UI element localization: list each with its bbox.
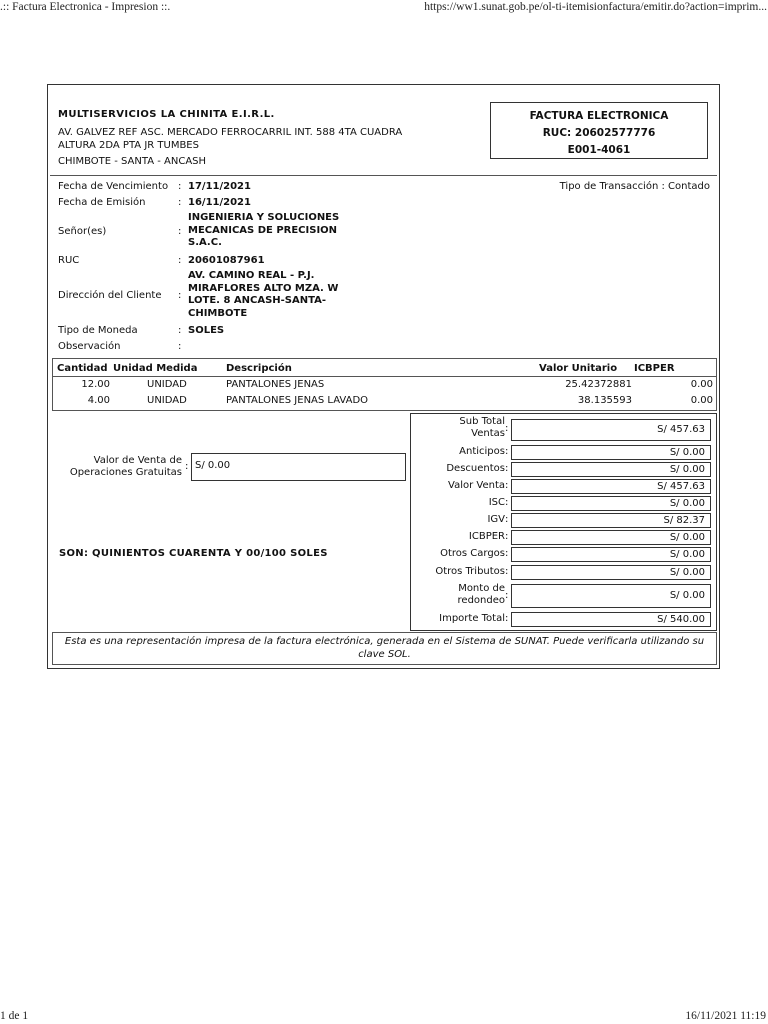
print-footer-page: 1 de 1 xyxy=(0,1010,29,1022)
senor-label: Señor(es) xyxy=(58,226,107,237)
colon: : xyxy=(178,197,182,208)
row-descripcion: PANTALONES JENAS xyxy=(226,379,325,390)
redondeo-label-line1: Monto de xyxy=(458,583,505,594)
document-ruc: RUC: 20602577776 xyxy=(542,127,656,139)
vencimiento-value: 17/11/2021 xyxy=(188,181,251,192)
descuentos-value: S/ 0.00 xyxy=(511,462,711,477)
colon: : xyxy=(505,531,509,542)
issuer-address-line2: ALTURA 2DA PTA JR TUMBES xyxy=(58,139,199,151)
print-header xyxy=(0,1,768,15)
items-header-divider xyxy=(53,376,716,377)
document-box xyxy=(490,102,708,159)
transaccion-value: Contado xyxy=(668,181,710,192)
total-row-otros-tributos xyxy=(411,565,718,583)
colon: : xyxy=(505,566,509,577)
direccion-line4: CHIMBOTE xyxy=(188,307,248,319)
totals-box xyxy=(410,413,717,631)
colon: : xyxy=(505,423,509,434)
direccion-line2: MIRAFLORES ALTO MZA. W xyxy=(188,282,339,294)
invoice xyxy=(47,84,720,669)
observacion-label: Observación xyxy=(58,341,121,352)
table-row xyxy=(53,395,716,410)
icbper-value: S/ 0.00 xyxy=(511,530,711,545)
direccion-line1: AV. CAMINO REAL - P.J. xyxy=(188,270,315,281)
moneda-value: SOLES xyxy=(188,325,225,336)
colon: : xyxy=(178,341,182,352)
amount-in-words: SON: QUINIENTOS CUARENTA Y 00/100 SOLES xyxy=(59,548,328,559)
subtotal-value: S/ 457.63 xyxy=(511,419,711,441)
total-row-subtotal xyxy=(411,416,718,444)
senor-line3: S.A.C. xyxy=(188,237,222,248)
importe-value: S/ 540.00 xyxy=(511,612,711,627)
colon: : xyxy=(178,181,182,192)
row-icbper: 0.00 xyxy=(690,395,713,406)
colon: : xyxy=(185,461,189,472)
issuer-address xyxy=(58,127,458,152)
redondeo-label-line2: redondeo xyxy=(457,595,505,606)
colon: : xyxy=(505,590,509,601)
row-unidad: UNIDAD xyxy=(147,379,187,390)
moneda-label: Tipo de Moneda xyxy=(58,325,138,336)
row-unidad: UNIDAD xyxy=(147,395,187,406)
gratuitas-label xyxy=(62,455,182,479)
colon: : xyxy=(505,446,509,457)
igv-value: S/ 82.37 xyxy=(511,513,711,528)
anticipos-value: S/ 0.00 xyxy=(511,445,711,460)
total-row-icbper xyxy=(411,530,718,548)
vencimiento-label: Fecha de Vencimiento xyxy=(58,181,169,192)
total-row-descuentos xyxy=(411,462,718,480)
total-row-importe xyxy=(411,612,718,630)
print-footer xyxy=(0,1010,768,1024)
col-unidad-header: Unidad Medida xyxy=(113,363,198,374)
row-cantidad: 4.00 xyxy=(87,395,110,406)
otros-tributos-value: S/ 0.00 xyxy=(511,565,711,580)
igv-label: IGV xyxy=(487,514,505,525)
colon: : xyxy=(505,514,509,525)
col-cantidad-header: Cantidad xyxy=(57,363,108,374)
colon: : xyxy=(178,226,182,237)
senor-value xyxy=(188,212,358,250)
valor-venta-value: S/ 457.63 xyxy=(511,479,711,494)
otros-cargos-label: Otros Cargos xyxy=(440,548,505,559)
colon: : xyxy=(661,181,665,192)
row-valor-unitario: 25.42372881 xyxy=(565,379,632,390)
colon: : xyxy=(505,480,509,491)
total-row-isc xyxy=(411,496,718,514)
otros-tributos-label: Otros Tributos xyxy=(435,566,505,577)
total-row-igv xyxy=(411,513,718,531)
print-header-title: .:: Factura Electronica - Impresion ::. xyxy=(0,1,171,13)
row-cantidad: 12.00 xyxy=(81,379,110,390)
emision-label: Fecha de Emisión xyxy=(58,197,146,208)
colon: : xyxy=(505,613,509,624)
transaccion xyxy=(560,181,710,192)
redondeo-value: S/ 0.00 xyxy=(511,584,711,608)
direccion-value xyxy=(188,270,358,320)
issuer-address-line1: AV. GALVEZ REF ASC. MERCADO FERROCARRIL INT. 588 4TA CUADRA xyxy=(58,127,403,138)
colon: : xyxy=(505,497,509,508)
issuer-name: MULTISERVICIOS LA CHINITA E.I.R.L. xyxy=(58,109,275,120)
subtotal-label-line1: Sub Total xyxy=(459,416,505,427)
isc-label: ISC xyxy=(488,497,505,508)
table-row xyxy=(53,379,716,394)
colon: : xyxy=(178,255,182,266)
issuer-city: CHIMBOTE - SANTA - ANCASH xyxy=(58,156,207,167)
colon: : xyxy=(178,325,182,336)
subtotal-label xyxy=(459,416,505,440)
ruc-value: 20601087961 xyxy=(188,255,265,266)
gratuitas-label-line2: Operaciones Gratuitas xyxy=(69,467,182,478)
col-valor-unitario-header: Valor Unitario xyxy=(539,363,618,374)
emision-value: 16/11/2021 xyxy=(188,197,251,208)
total-row-anticipos xyxy=(411,445,718,463)
gratuitas-label-line1: Valor de Venta de xyxy=(93,455,182,466)
col-descripcion-header: Descripción xyxy=(226,363,292,374)
otros-cargos-value: S/ 0.00 xyxy=(511,547,711,562)
icbper-label: ICBPER xyxy=(468,531,505,542)
isc-value: S/ 0.00 xyxy=(511,496,711,511)
valor-venta-label: Valor Venta xyxy=(448,480,505,491)
redondeo-label xyxy=(458,583,505,607)
subtotal-label-line2: Ventas xyxy=(471,428,505,439)
direccion-line3: LOTE. 8 ANCASH-SANTA- xyxy=(188,295,327,306)
total-row-valor-venta xyxy=(411,479,718,497)
print-header-url: https://ww1.sunat.gob.pe/ol-ti-itemisionfactura/emitir.do?action=imprim... xyxy=(424,1,767,13)
descuentos-label: Descuentos xyxy=(446,463,505,474)
gratuitas-value: S/ 0.00 xyxy=(191,453,406,481)
senor-line2: MECANICAS DE PRECISION xyxy=(188,224,338,236)
senor-line1: INGENIERIA Y SOLUCIONES xyxy=(188,212,340,223)
total-row-redondeo xyxy=(411,582,718,610)
colon: : xyxy=(505,548,509,559)
items-table xyxy=(52,358,717,411)
print-footer-datetime: 16/11/2021 11:19 xyxy=(685,1010,766,1022)
row-valor-unitario: 38.135593 xyxy=(577,395,632,406)
legal-note: Esta es una representación impresa de la factura electrónica, generada en el Sistema de SUNAT. Puede verificarla utilizando su clave SOL. xyxy=(52,632,717,665)
total-row-otros-cargos xyxy=(411,547,718,565)
row-descripcion: PANTALONES JENAS LAVADO xyxy=(226,395,369,406)
document-number: E001-4061 xyxy=(567,144,631,156)
transaccion-label: Tipo de Transacción xyxy=(559,181,659,192)
colon: : xyxy=(505,463,509,474)
document-type: FACTURA ELECTRONICA xyxy=(529,110,669,122)
direccion-label: Dirección del Cliente xyxy=(58,290,162,301)
importe-label: Importe Total xyxy=(439,613,505,624)
col-icbper-header: ICBPER xyxy=(634,363,675,374)
ruc-label: RUC xyxy=(58,255,80,266)
row-icbper: 0.00 xyxy=(690,379,713,390)
colon: : xyxy=(178,290,182,301)
anticipos-label: Anticipos xyxy=(459,446,505,457)
header-divider xyxy=(50,175,717,176)
